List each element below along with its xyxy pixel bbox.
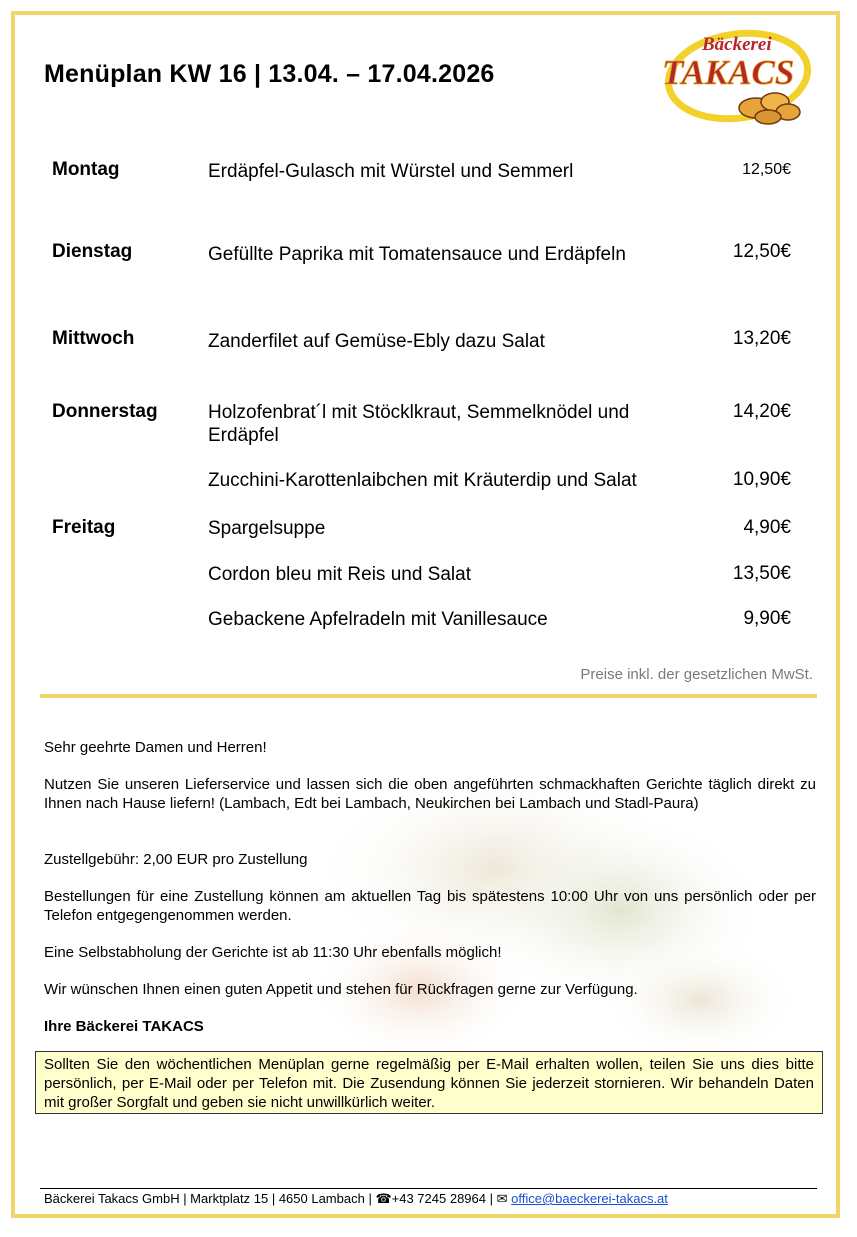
day-label-monday: Montag xyxy=(52,159,120,180)
price-wednesday: 13,20€ xyxy=(732,328,791,349)
day-label-wednesday: Mittwoch xyxy=(52,328,135,349)
footer-email-link[interactable]: office@baeckerei-takacs.at xyxy=(511,1191,668,1206)
footer-separator: | xyxy=(486,1191,497,1206)
dish-friday-1: Spargelsuppe xyxy=(208,518,326,539)
price-friday-2: 13,50€ xyxy=(732,563,791,584)
letter-signature: Ihre Bäckerei TAKACS xyxy=(44,1018,204,1035)
letter-paragraph-fee: Zustellgebühr: 2,00 EUR pro Zustellung xyxy=(44,851,308,868)
day-label-thursday: Donnerstag xyxy=(52,401,158,422)
price-friday-3: 9,90€ xyxy=(743,608,791,629)
page-title: Menüplan KW 16 | 13.04. – 17.04.2026 xyxy=(44,60,495,88)
day-label-tuesday: Dienstag xyxy=(52,241,133,262)
footer-phone: +43 7245 28964 xyxy=(391,1191,486,1206)
footer-company-address: Bäckerei Takacs GmbH | Marktplatz 15 | 4650 Lambach | xyxy=(44,1191,376,1206)
bakery-logo xyxy=(660,18,830,128)
dish-friday-2: Cordon bleu mit Reis und Salat xyxy=(208,564,471,585)
price-tuesday: 12,50€ xyxy=(732,241,791,262)
dish-monday: Erdäpfel-Gulasch mit Würstel und Semmerl xyxy=(208,161,574,182)
dish-wednesday: Zanderfilet auf Gemüse-Ebly dazu Salat xyxy=(208,331,545,352)
email-icon: ✉ xyxy=(496,1191,508,1206)
svg-text:Bäckerei: Bäckerei xyxy=(702,34,772,55)
dish-friday-3: Gebackene Apfelradeln mit Vanillesauce xyxy=(208,609,548,630)
newsletter-notice-box: Sollten Sie den wöchentlichen Menüplan gerne regelmäßig per E-Mail erhalten wollen, teilen Sie uns dies bitte persönlich, per E-Mail oder per Telefon mit. Die Zusendung können Sie jederzeit stornieren. Wir behandeln Daten mit großer Sorgfalt und geben sie nicht unwillkürlich weiter. xyxy=(35,1051,823,1114)
letter-paragraph-orders: Bestellungen für eine Zustellung können am aktuellen Tag bis spätestens 10:00 Uhr von uns persönlich oder per Telefon entgegengenommen werden. xyxy=(44,888,816,924)
price-friday-1: 4,90€ xyxy=(743,517,791,538)
phone-icon: ☎ xyxy=(375,1191,392,1206)
section-divider xyxy=(40,694,817,698)
dish-thursday-1: Holzofenbrat´l mit Stöcklkraut, Semmelknödel und Erdäpfel xyxy=(208,402,630,446)
day-label-friday: Freitag xyxy=(52,517,116,538)
footer-divider xyxy=(40,1188,817,1189)
letter-paragraph-closing: Wir wünschen Ihnen einen guten Appetit und stehen für Rückfragen gerne zur Verfügung. xyxy=(44,981,638,998)
footer xyxy=(44,1191,668,1207)
tax-note: Preise inkl. der gesetzlichen MwSt. xyxy=(580,666,813,683)
price-thursday-1: 14,20€ xyxy=(732,401,791,422)
letter-paragraph-pickup: Eine Selbstabholung der Gerichte ist ab 11:30 Uhr ebenfalls möglich! xyxy=(44,944,502,961)
letter-greeting: Sehr geehrte Damen und Herren! xyxy=(44,739,267,756)
price-thursday-2: 10,90€ xyxy=(732,469,791,490)
svg-text:TAKACS: TAKACS xyxy=(662,53,795,92)
letter-paragraph-delivery: Nutzen Sie unseren Lieferservice und lassen sich die oben angeführten schmackhaften Gerichte täglich direkt zu Ihnen nach Hause liefern! (Lambach, Edt bei Lambach, Neukirchen bei Lambach und Stadl-Paura) xyxy=(44,776,816,812)
dish-tuesday: Gefüllte Paprika mit Tomatensauce und Erdäpfeln xyxy=(208,244,626,265)
dish-thursday-2: Zucchini-Karottenlaibchen mit Kräuterdip und Salat xyxy=(208,470,637,491)
price-monday: 12,50€ xyxy=(742,161,791,178)
